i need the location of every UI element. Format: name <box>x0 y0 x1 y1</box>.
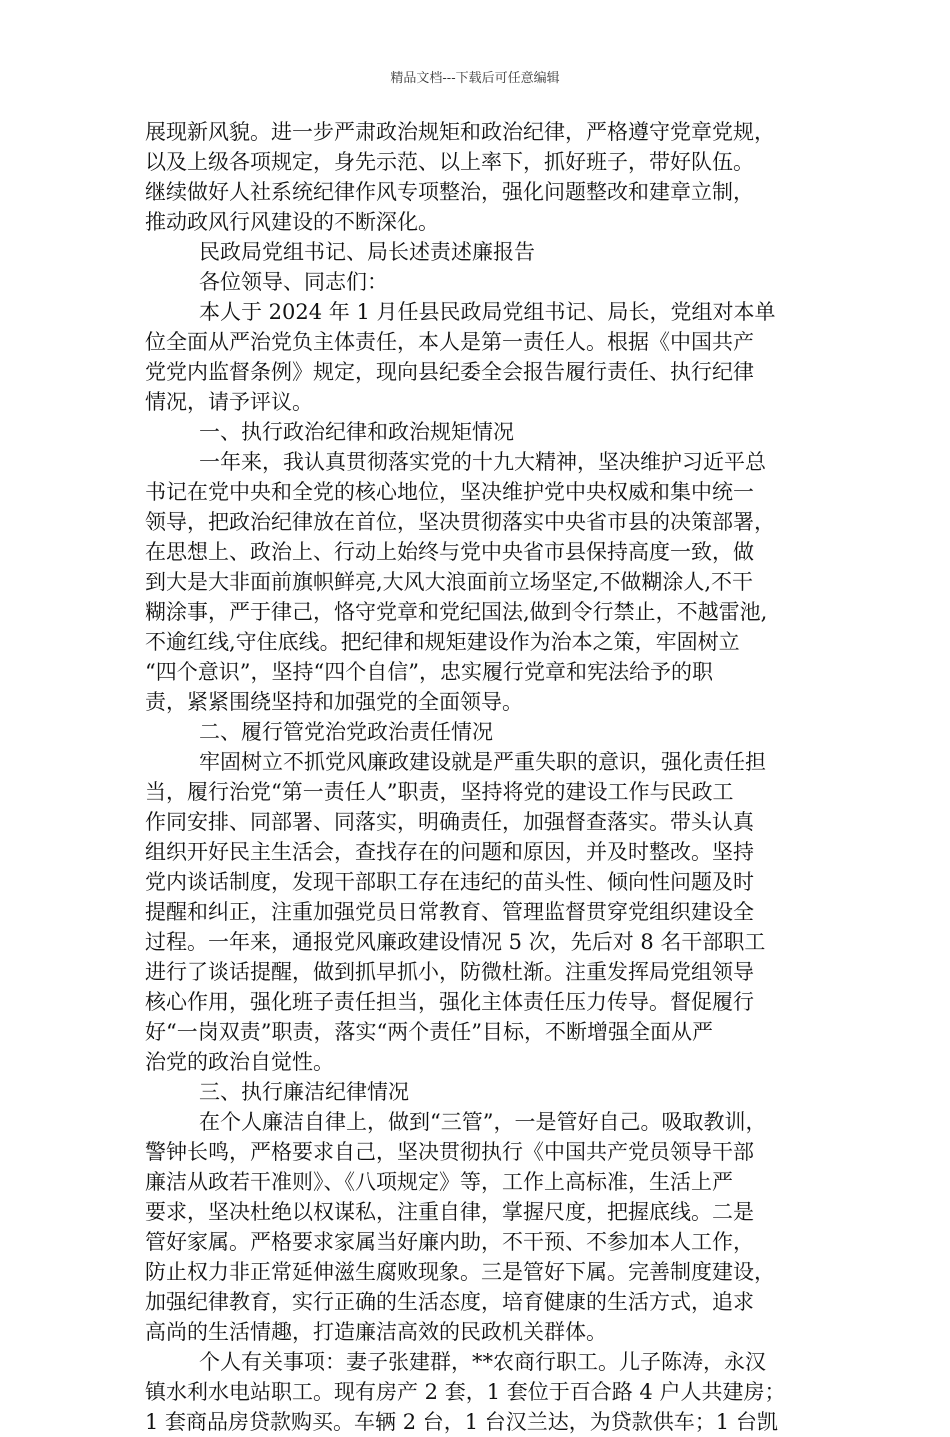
text-line: 位全面从严治党负主体责任，本人是第一责任人。根据《中国共产 <box>145 330 754 354</box>
text-line: 党党内监督条例》规定，现向县纪委全会报告履行责任、执行纪律 <box>145 360 754 384</box>
text-line: 提醒和纠正，注重加强党员日常教育、管理监督贯穿党组织建设全 <box>145 900 754 924</box>
text-line: 书记在党中央和全党的核心地位，坚决维护党中央权威和集中统一 <box>145 480 754 504</box>
text-line: 进行了谈话提醒，做到抓早抓小，防微杜渐。注重发挥局党组领导 <box>145 960 754 984</box>
text-line: 个人有关事项：妻子张建群，**农商行职工。儿子陈涛，永汉 <box>199 1350 766 1374</box>
text-line: “四个意识”，坚持“四个自信”，忠实履行党章和宪法给予的职 <box>145 660 713 684</box>
text-line: 一年来，我认真贯彻落实党的十九大精神，坚决维护习近平总 <box>199 450 766 474</box>
text-line: 一、执行政治纪律和政治规矩情况 <box>199 420 514 444</box>
text-line: 1 套商品房贷款购买。车辆 2 台，1 台汉兰达，为贷款供车；1 台凯 <box>145 1410 778 1434</box>
page-header: 精品文档---下载后可任意编辑 <box>390 71 560 86</box>
text-line: 廉洁从政若干准则》、《八项规定》等，工作上高标准，生活上严 <box>145 1170 733 1194</box>
text-line: 责，紧紧围绕坚持和加强党的全面领导。 <box>145 690 523 714</box>
text-line: 治党的政治自觉性。 <box>145 1050 334 1074</box>
text-line: 组织开好民主生活会，查找存在的问题和原因，并及时整改。坚持 <box>145 840 754 864</box>
text-line: 继续做好人社系统纪律作风专项整治，强化问题整改和建章立制， <box>145 180 754 204</box>
text-line: 作同安排、同部署、同落实，明确责任，加强督查落实。带头认真 <box>145 810 754 834</box>
text-line: 情况，请予评议。 <box>145 390 313 414</box>
text-line: 民政局党组书记、局长述责述廉报告 <box>199 240 535 264</box>
text-line: 牢固树立不抓党风廉政建设就是严重失职的意识，强化责任担 <box>199 750 766 774</box>
text-line: 糊涂事，严于律己，恪守党章和党纪国法,做到令行禁止，不越雷池, <box>145 600 768 624</box>
text-line: 要求，坚决杜绝以权谋私，注重自律，掌握尺度，把握底线。二是 <box>145 1200 754 1224</box>
text-line: 在思想上、政治上、行动上始终与党中央省市县保持高度一致，做 <box>145 540 754 564</box>
text-line: 管好家属。严格要求家属当好廉内助，不干预、不参加本人工作， <box>145 1230 754 1254</box>
text-line: 在个人廉洁自律上，做到“三管”，一是管好自己。吸取教训， <box>199 1110 767 1134</box>
text-line: 二、履行管党治党政治责任情况 <box>199 720 493 744</box>
text-line: 当，履行治党“第一责任人”职责，坚持将党的建设工作与民政工 <box>145 780 734 804</box>
text-line: 各位领导、同志们： <box>199 270 388 294</box>
text-line: 过程。一年来，通报党风廉政建设情况 5 次，先后对 8 名干部职工 <box>145 930 766 954</box>
text-line: 党内谈话制度，发现干部职工存在违纪的苗头性、倾向性问题及时 <box>145 870 754 894</box>
text-line: 展现新风貌。进一步严肃政治规矩和政治纪律，严格遵守党章党规， <box>145 120 775 144</box>
text-line: 加强纪律教育，实行正确的生活态度，培育健康的生活方式，追求 <box>145 1290 754 1314</box>
text-line: 三、执行廉洁纪律情况 <box>199 1080 409 1104</box>
text-line: 好“一岗双责”职责，落实“两个责任”目标，不断增强全面从严 <box>145 1020 713 1044</box>
text-line: 到大是大非面前旗帜鲜亮,大风大浪面前立场坚定,不做糊涂人,不干 <box>145 570 754 594</box>
text-line: 警钟长鸣，严格要求自己，坚决贯彻执行《中国共产党员领导干部 <box>145 1140 754 1164</box>
document-body <box>145 117 835 1437</box>
text-line: 核心作用，强化班子责任担当，强化主体责任压力传导。督促履行 <box>145 990 754 1014</box>
text-line: 领导，把政治纪律放在首位，坚决贯彻落实中央省市县的决策部署， <box>145 510 775 534</box>
text-line: 高尚的生活情趣，打造廉洁高效的民政机关群体。 <box>145 1320 607 1344</box>
text-line: 不逾红线,守住底线。把纪律和规矩建设作为治本之策，牢固树立 <box>145 630 740 654</box>
text-line: 本人于 2024 年 1 月任县民政局党组书记、局长，党组对本单 <box>199 300 776 324</box>
text-line: 防止权力非正常延伸滋生腐败现象。三是管好下属。完善制度建设， <box>145 1260 775 1284</box>
text-line: 以及上级各项规定，身先示范、以上率下，抓好班子，带好队伍。 <box>145 150 754 174</box>
text-line: 推动政风行风建设的不断深化。 <box>145 210 439 234</box>
text-line: 镇水利水电站职工。现有房产 2 套，1 套位于百合路 4 户人共建房； <box>145 1380 786 1404</box>
